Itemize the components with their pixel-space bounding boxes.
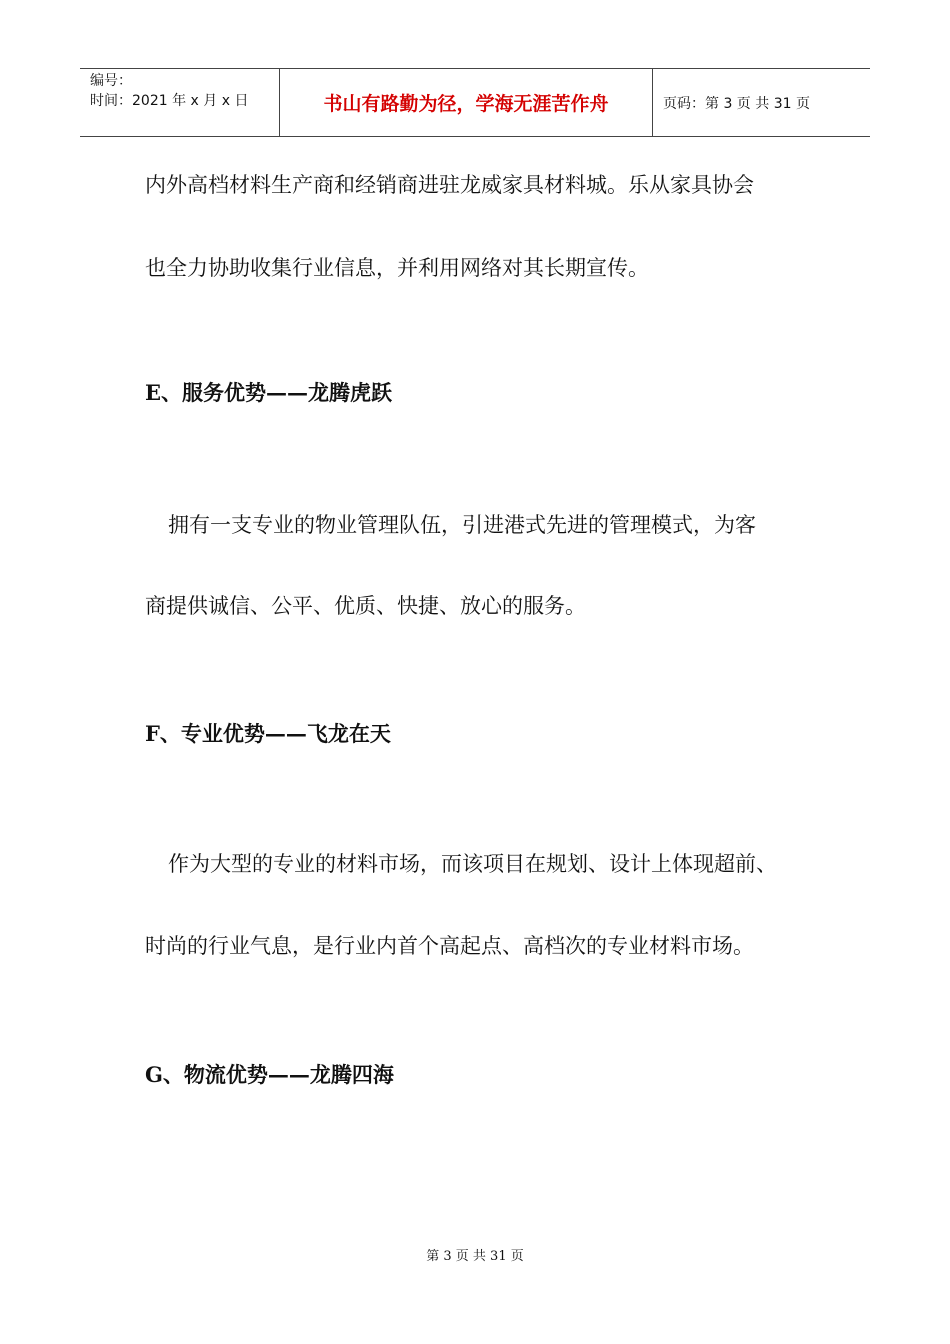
paragraph-line: 时尚的行业气息，是行业内首个高起点、高档次的专业材料市场。 — [145, 934, 754, 958]
document-date-label: 时间：2021 年 x 月 x 日 — [90, 93, 249, 109]
header-motto: 书山有路勤为径，学海无涯苦作舟 — [280, 69, 653, 136]
paragraph-line: 拥有一支专业的物业管理队伍，引进港式先进的管理模式，为客 — [168, 513, 756, 537]
header-meta — [80, 69, 280, 136]
paragraph-line: 也全力协助收集行业信息，并利用网络对其长期宣传。 — [145, 256, 649, 280]
section-heading-f: F、专业优势——飞龙在天 — [145, 721, 391, 746]
paragraph-line: 商提供诚信、公平、优质、快捷、放心的服务。 — [145, 594, 586, 618]
paragraph-line: 内外高档材料生产商和经销商进驻龙威家具材料城。乐从家具协会 — [145, 173, 754, 197]
section-heading-g: G、物流优势——龙腾四海 — [145, 1062, 394, 1087]
page-header — [80, 68, 870, 137]
page-footer: 第 3 页 共 31 页 — [426, 1249, 524, 1264]
section-heading-e: E、服务优势——龙腾虎跃 — [145, 380, 393, 405]
paragraph-line: 作为大型的专业的材料市场，而该项目在规划、设计上体现超前、 — [168, 852, 777, 876]
header-page-info: 页码：第 3 页 共 31 页 — [663, 95, 810, 112]
document-number-label: 编号： — [90, 73, 132, 89]
